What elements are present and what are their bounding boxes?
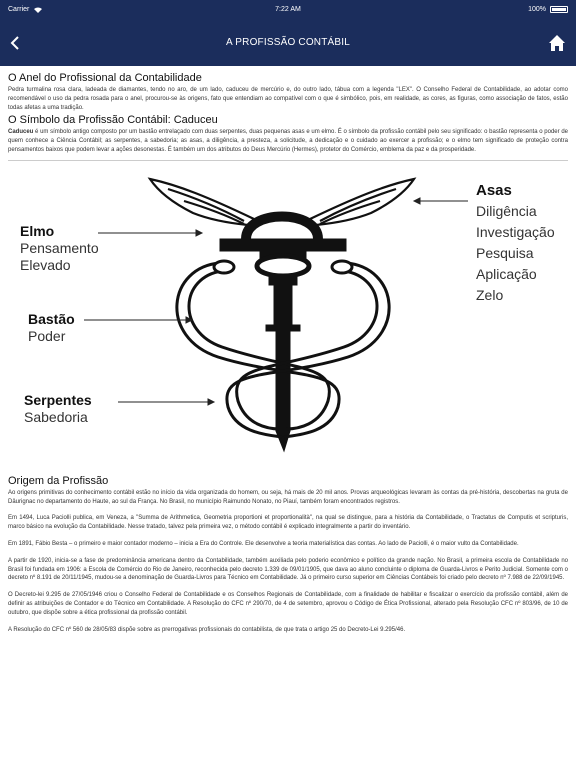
section-heading-origem: Origem da Profissão: [8, 474, 109, 487]
status-right: [528, 6, 568, 13]
label-asas-title: Asas: [476, 181, 512, 199]
label-asas-line-1: Diligência: [476, 202, 537, 219]
divider: [8, 160, 568, 161]
label-elmo-line-1: Pensamento: [20, 239, 99, 256]
article-content: [0, 66, 576, 768]
left-wing: [150, 179, 254, 225]
label-serpentes: [24, 392, 92, 426]
label-elmo: [20, 223, 99, 274]
label-elmo-line-2: Elevado: [20, 256, 71, 273]
helmet: [220, 216, 346, 276]
label-asas-line-2: Investigação: [476, 223, 555, 240]
section-heading-simbolo: O Símbolo da Profissão Contábil: Caduceu: [8, 114, 218, 127]
origem-paragraph-2: Em 1494, Luca Paciolli publica, em Veneza, a "Summa de Arithmetica, Geometria proportioni et proportionalità", na qual se distingue, para a história da Contabilidade, o Tractatus de Computis et scripturis, marco básico na evolução da Contabilidade. Nesse tratado, talvez pela primeira vez, o método contábil é explicado integralmente a partir do inventário.: [8, 515, 568, 531]
section-origem: [8, 475, 568, 635]
section-heading-anel: O Anel do Profissional da Contabilidade: [8, 72, 202, 84]
status-time: 7:22 AM: [275, 6, 301, 13]
label-elmo-title: Elmo: [20, 222, 55, 239]
status-bar: [0, 0, 576, 20]
battery-percent: 100%: [528, 6, 546, 13]
navigation-bar: [0, 20, 576, 66]
right-wing: [310, 179, 414, 225]
caduceus-figure: [8, 167, 568, 467]
label-bastao: [28, 311, 75, 345]
section-text-simbolo: [8, 128, 568, 154]
carrier-label: Carrier: [8, 6, 30, 13]
caduceu-description: é um símbolo antigo composto por um bastão entrelaçado com duas serpentes, duas pequenas asas e um elmo. É o símbolo da profissão contábil pelo seu significado: o bastão representa o poder de quem conhece a Ciência Contábil; as serpentes, a sabedoria; as asas, a diligência, a presteza, a solicitude, a dedicação e o cuidado ao exercer a profissão; e o elmo tem significado de proteção contra pensamentos baixos que podem levar a ações desonestas. É também um dos atributos do Deus Mercúrio (Hermes), protetor do Comércio, emblema da paz e da prosperidade.: [8, 129, 568, 153]
origem-paragraph-3: Em 1891, Fábio Besta – o primeiro e maior contador moderno – inicia a Era do Controle. Ele desenvolve a teoria materialística das contas. Ao lado de Paciolli, é o maior vulto da Contabilidade.: [8, 540, 519, 547]
label-asas: [476, 181, 555, 306]
battery-icon: [550, 6, 568, 13]
label-bastao-line-1: Poder: [28, 327, 66, 344]
label-asas-line-4: Aplicação: [476, 265, 537, 282]
page-title: A PROFISSÃO CONTÁBIL: [225, 37, 351, 48]
label-bastao-title: Bastão: [28, 310, 75, 327]
home-icon[interactable]: [548, 34, 566, 52]
section-text-anel: Pedra turmalina rosa clara, ladeada de diamantes, tendo no aro, de um lado, caduceu de mercúrio e, do outro lado, tábua com a legenda "LEX". O Conselho Federal de Contabilidade, ao adotar como recomendável o uso da pedra rosada para o anel, procurou-se às origens, fato que entendiam ao compatível com o que é simbólico, pois, em realidade, as cores, as figuras, como associação de fatos, estão todas afetas a uma tradição.: [8, 87, 568, 111]
label-asas-line-3: Pesquisa: [476, 244, 534, 261]
origem-paragraph-6: A Resolução do CFC nº 560 de 28/05/83 dispõe sobre as prerrogativas profissionais do contabilista, de que trata o artigo 25 do Decreto-Lei 9.295/46.: [8, 626, 406, 633]
origem-paragraph-1: Ao origens primitivas do conhecimento contábil estão no início da vida organizada do homem, ou seja, há mais de 20 mil anos. Provas arqueológicas levaram às contas da pré-história, descobertas na gruta de Dâurignac no departamento do Haute, ao sul da França. No Brasil, no município Raimundo Nonato, no Piauí, também foram encontrados registros.: [8, 489, 568, 505]
origem-paragraph-5: O Decreto-lei 9.295 de 27/05/1946 criou o Conselho Federal de Contabilidade e os Conselhos Regionais de Contabilidade, com a finalidade de habilitar e fiscalizar o exercício da profissão contábil, além de definir as atribuições de Contador e do Técnico em Contabilidade. A Resolução do CFC nº 290/70, de 4 de setembro, aprovou o Código de Ética Profissional, alterado pela Resolução CFC nº 803/96, de 10 de outubro, que dispõe sobre a ética profissional da profissão contábil.: [8, 592, 568, 616]
label-serpentes-line-1: Sabedoria: [24, 408, 88, 425]
label-asas-line-5: Zelo: [476, 286, 504, 303]
caduceu-bold: Caduceu: [8, 129, 34, 136]
origem-paragraph-4: A partir de 1920, inicia-se a fase de predominância americana dentro da Contabilidade, também auxiliada pelo poderio econômico e político da grande nação. No Brasil, a primeira escola de Contabilidade no Brasil foi fundada em 1906: a Escola de Comércio do Rio de Janeiro, reconhecida pelo decreto 1.339 de 09/01/1905, que dava ao aluno concluinte o diploma de Guarda-Livros e Perito Judicial. Somente com o decreto nº 8.191 de 20/11/1945, mudou-se a denominação de Guarda-Livros para Técnico em Contabilidade. Já o primeiro curso superior em Ciências Contábeis foi criado pelo decreto nº 7.988 de 22/09/1945.: [8, 557, 568, 582]
label-serpentes-title: Serpentes: [24, 391, 92, 408]
